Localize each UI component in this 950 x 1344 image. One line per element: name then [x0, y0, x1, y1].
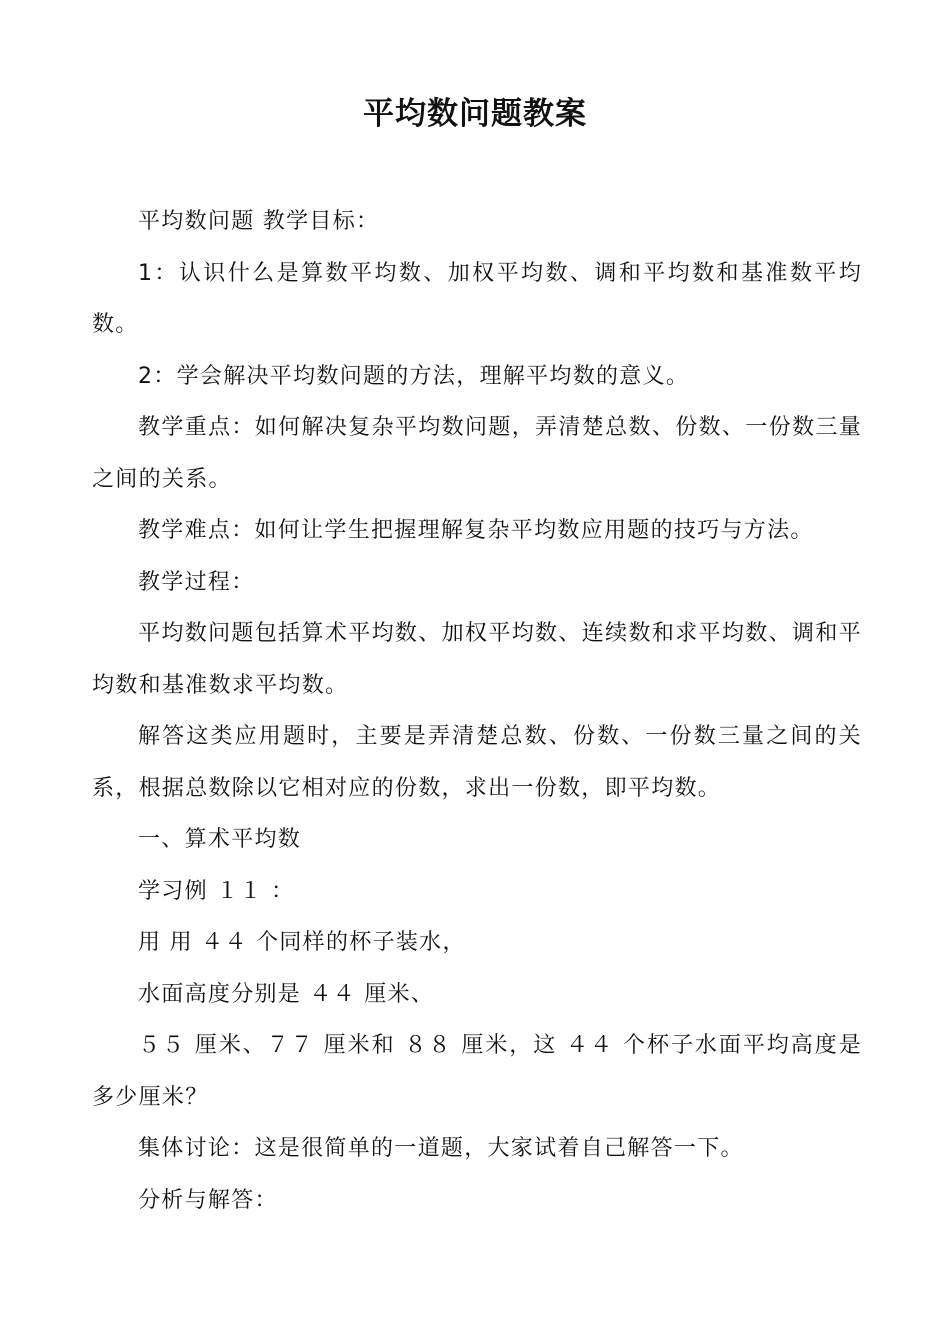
paragraph-method: 解答这类应用题时，主要是弄清楚总数、份数、一份数三量之间的关系，根据总数除以它相对应的份数，求出一份数，即平均数。: [92, 724, 862, 801]
paragraph-example-line-3: ５５ 厘米、７７ 厘米和 ８８ 厘米，这 ４４ 个杯子水面平均高度是多少厘米？: [92, 1033, 862, 1110]
paragraph-example-line-2: 水面高度分别是 ４４ 厘米、: [138, 981, 435, 1007]
section-heading-arithmetic-mean: 一、算术平均数: [138, 827, 302, 852]
paragraph-example-label: 学习例 １１ ：: [138, 878, 295, 904]
paragraph-example-line-1: 用 用 ４４ 个同样的杯子装水，: [138, 930, 466, 955]
paragraph-difficulties: 教学难点：如何让学生把握理解复杂平均数应用题的技巧与方法。: [138, 518, 814, 543]
paragraph-objective-1: 1：认识什么是算数平均数、加权平均数、调和平均数和基准数平均数。: [92, 260, 862, 337]
paragraph-analysis-heading: 分析与解答：: [138, 1187, 278, 1213]
document-title: 平均数问题教案: [363, 96, 587, 132]
paragraph-objective-2: 2：学会解决平均数问题的方法，理解平均数的意义。: [138, 363, 690, 389]
paragraph-process-intro: 平均数问题包括算术平均数、加权平均数、连续数和求平均数、调和平均数和基准数求平均数。: [92, 621, 862, 698]
paragraph-objectives-heading: 平均数问题 教学目标：: [138, 209, 380, 234]
paragraph-key-points: 教学重点：如何解决复杂平均数问题，弄清楚总数、份数、一份数三量之间的关系。: [92, 415, 862, 492]
paragraph-process-heading: 教学过程：: [138, 569, 255, 595]
paragraph-discussion: 集体讨论：这是很简单的一道题，大家试着自己解答一下。: [138, 1136, 744, 1161]
document-body: [92, 196, 862, 1226]
